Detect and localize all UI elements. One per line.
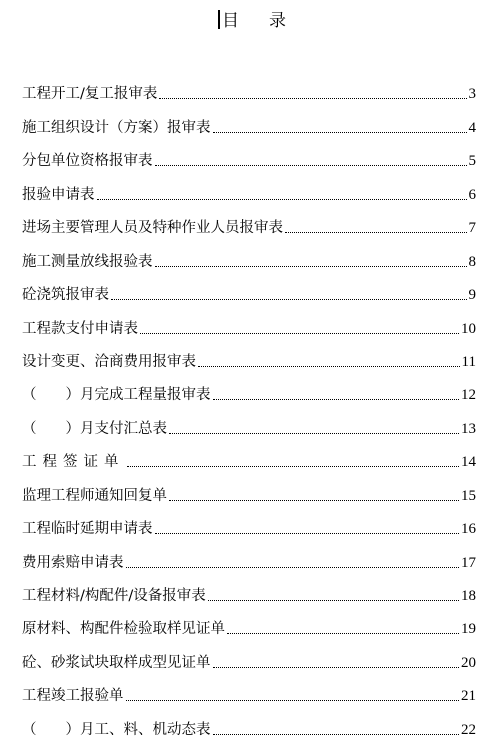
title-char-1: 目 <box>222 11 239 31</box>
toc-entry[interactable] <box>22 137 476 170</box>
toc-entry-label: 工程款支付申请表 <box>22 320 138 337</box>
toc-entry-page: 8 <box>468 253 476 270</box>
toc-entry-label: 砼浇筑报审表 <box>22 287 109 304</box>
toc-entry[interactable] <box>22 404 476 437</box>
toc-entry-page: 20 <box>461 654 476 671</box>
toc-entry-page: 10 <box>461 320 476 337</box>
toc-entry[interactable] <box>22 672 476 705</box>
toc-entry[interactable] <box>22 605 476 638</box>
text-cursor <box>218 10 220 29</box>
toc-leader-dots <box>169 433 459 434</box>
toc-entry-page: 7 <box>468 220 476 237</box>
toc-leader-dots <box>169 500 459 501</box>
toc-entry-label: 进场主要管理人员及特种作业人员报审表 <box>22 220 283 237</box>
toc-entry-label: 监理工程师通知回复单 <box>22 487 167 504</box>
toc-entry[interactable] <box>22 705 476 738</box>
toc-leader-dots <box>97 199 467 200</box>
toc-entry-label: 工程临时延期申请表 <box>22 521 153 538</box>
toc-entry[interactable] <box>22 572 476 605</box>
toc-entry-label: 工程开工/复工报审表 <box>22 86 158 103</box>
toc-entry-label: 费用索赔申请表 <box>22 554 124 571</box>
toc-leader-dots <box>140 333 459 334</box>
toc-entry-page: 3 <box>468 86 476 103</box>
toc-leader-dots <box>126 700 460 701</box>
toc-entry[interactable] <box>22 103 476 136</box>
toc-leader-dots <box>213 734 460 735</box>
toc-entry-label: （ ）月支付汇总表 <box>22 420 167 437</box>
toc-entry[interactable] <box>22 371 476 404</box>
toc-entry-page: 4 <box>468 119 476 136</box>
toc-entry-label: 工程签证单 <box>22 454 125 471</box>
table-of-contents <box>22 70 476 739</box>
toc-leader-dots <box>155 533 460 534</box>
toc-entry-page: 18 <box>461 588 476 604</box>
toc-entry-label: 工程材料/构配件/设备报审表 <box>22 588 206 604</box>
toc-entry[interactable] <box>22 338 476 371</box>
toc-leader-dots <box>111 299 467 300</box>
toc-entry-label: 报验申请表 <box>22 186 95 203</box>
toc-entry[interactable] <box>22 538 476 571</box>
toc-entry[interactable] <box>22 237 476 270</box>
toc-leader-dots <box>155 165 467 166</box>
toc-entry-page: 12 <box>461 387 476 404</box>
toc-leader-dots <box>285 232 467 233</box>
toc-entry-page: 9 <box>468 287 476 304</box>
toc-entry-page: 5 <box>468 153 476 170</box>
toc-leader-dots <box>227 633 459 634</box>
toc-entry-page: 16 <box>461 521 476 538</box>
toc-entry-page: 11 <box>461 353 476 370</box>
toc-entry-page: 19 <box>461 621 476 638</box>
toc-entry-label: 砼、砂浆试块取样成型见证单 <box>22 654 211 671</box>
toc-leader-dots <box>127 466 460 467</box>
toc-entry-page: 21 <box>461 688 476 705</box>
toc-entry-label: 设计变更、洽商费用报审表 <box>22 353 196 370</box>
toc-entry-page: 6 <box>468 186 476 203</box>
toc-entry[interactable] <box>22 505 476 538</box>
toc-leader-dots <box>208 600 459 601</box>
toc-leader-dots <box>213 132 467 133</box>
toc-entry-page: 13 <box>461 420 476 437</box>
toc-entry[interactable] <box>22 271 476 304</box>
document-title <box>0 6 504 31</box>
toc-entry-page: 17 <box>461 554 476 571</box>
toc-entry-label: 分包单位资格报审表 <box>22 153 153 170</box>
toc-entry-label: 施工测量放线报验表 <box>22 253 153 270</box>
toc-entry-label: （ ）月工、料、机动态表 <box>22 721 211 738</box>
toc-entry-label: 原材料、构配件检验取样见证单 <box>22 621 225 638</box>
toc-leader-dots <box>126 567 460 568</box>
title-char-2: 录 <box>269 11 286 31</box>
toc-leader-dots <box>213 399 460 400</box>
toc-entry[interactable] <box>22 638 476 671</box>
toc-entry[interactable] <box>22 438 476 471</box>
toc-entry-label: （ ）月完成工程量报审表 <box>22 387 211 404</box>
toc-entry-page: 14 <box>461 454 476 471</box>
toc-entry-page: 15 <box>461 487 476 504</box>
toc-entry-page: 22 <box>461 721 476 738</box>
toc-entry[interactable] <box>22 304 476 337</box>
toc-entry[interactable] <box>22 70 476 103</box>
toc-leader-dots <box>155 266 467 267</box>
toc-entry-label: 施工组织设计（方案）报审表 <box>22 119 211 136</box>
toc-entry[interactable] <box>22 170 476 203</box>
toc-leader-dots <box>213 667 460 668</box>
toc-entry[interactable] <box>22 471 476 504</box>
toc-entry-label: 工程竣工报验单 <box>22 688 124 705</box>
toc-leader-dots <box>159 98 466 99</box>
toc-leader-dots <box>198 366 460 367</box>
toc-entry[interactable] <box>22 204 476 237</box>
